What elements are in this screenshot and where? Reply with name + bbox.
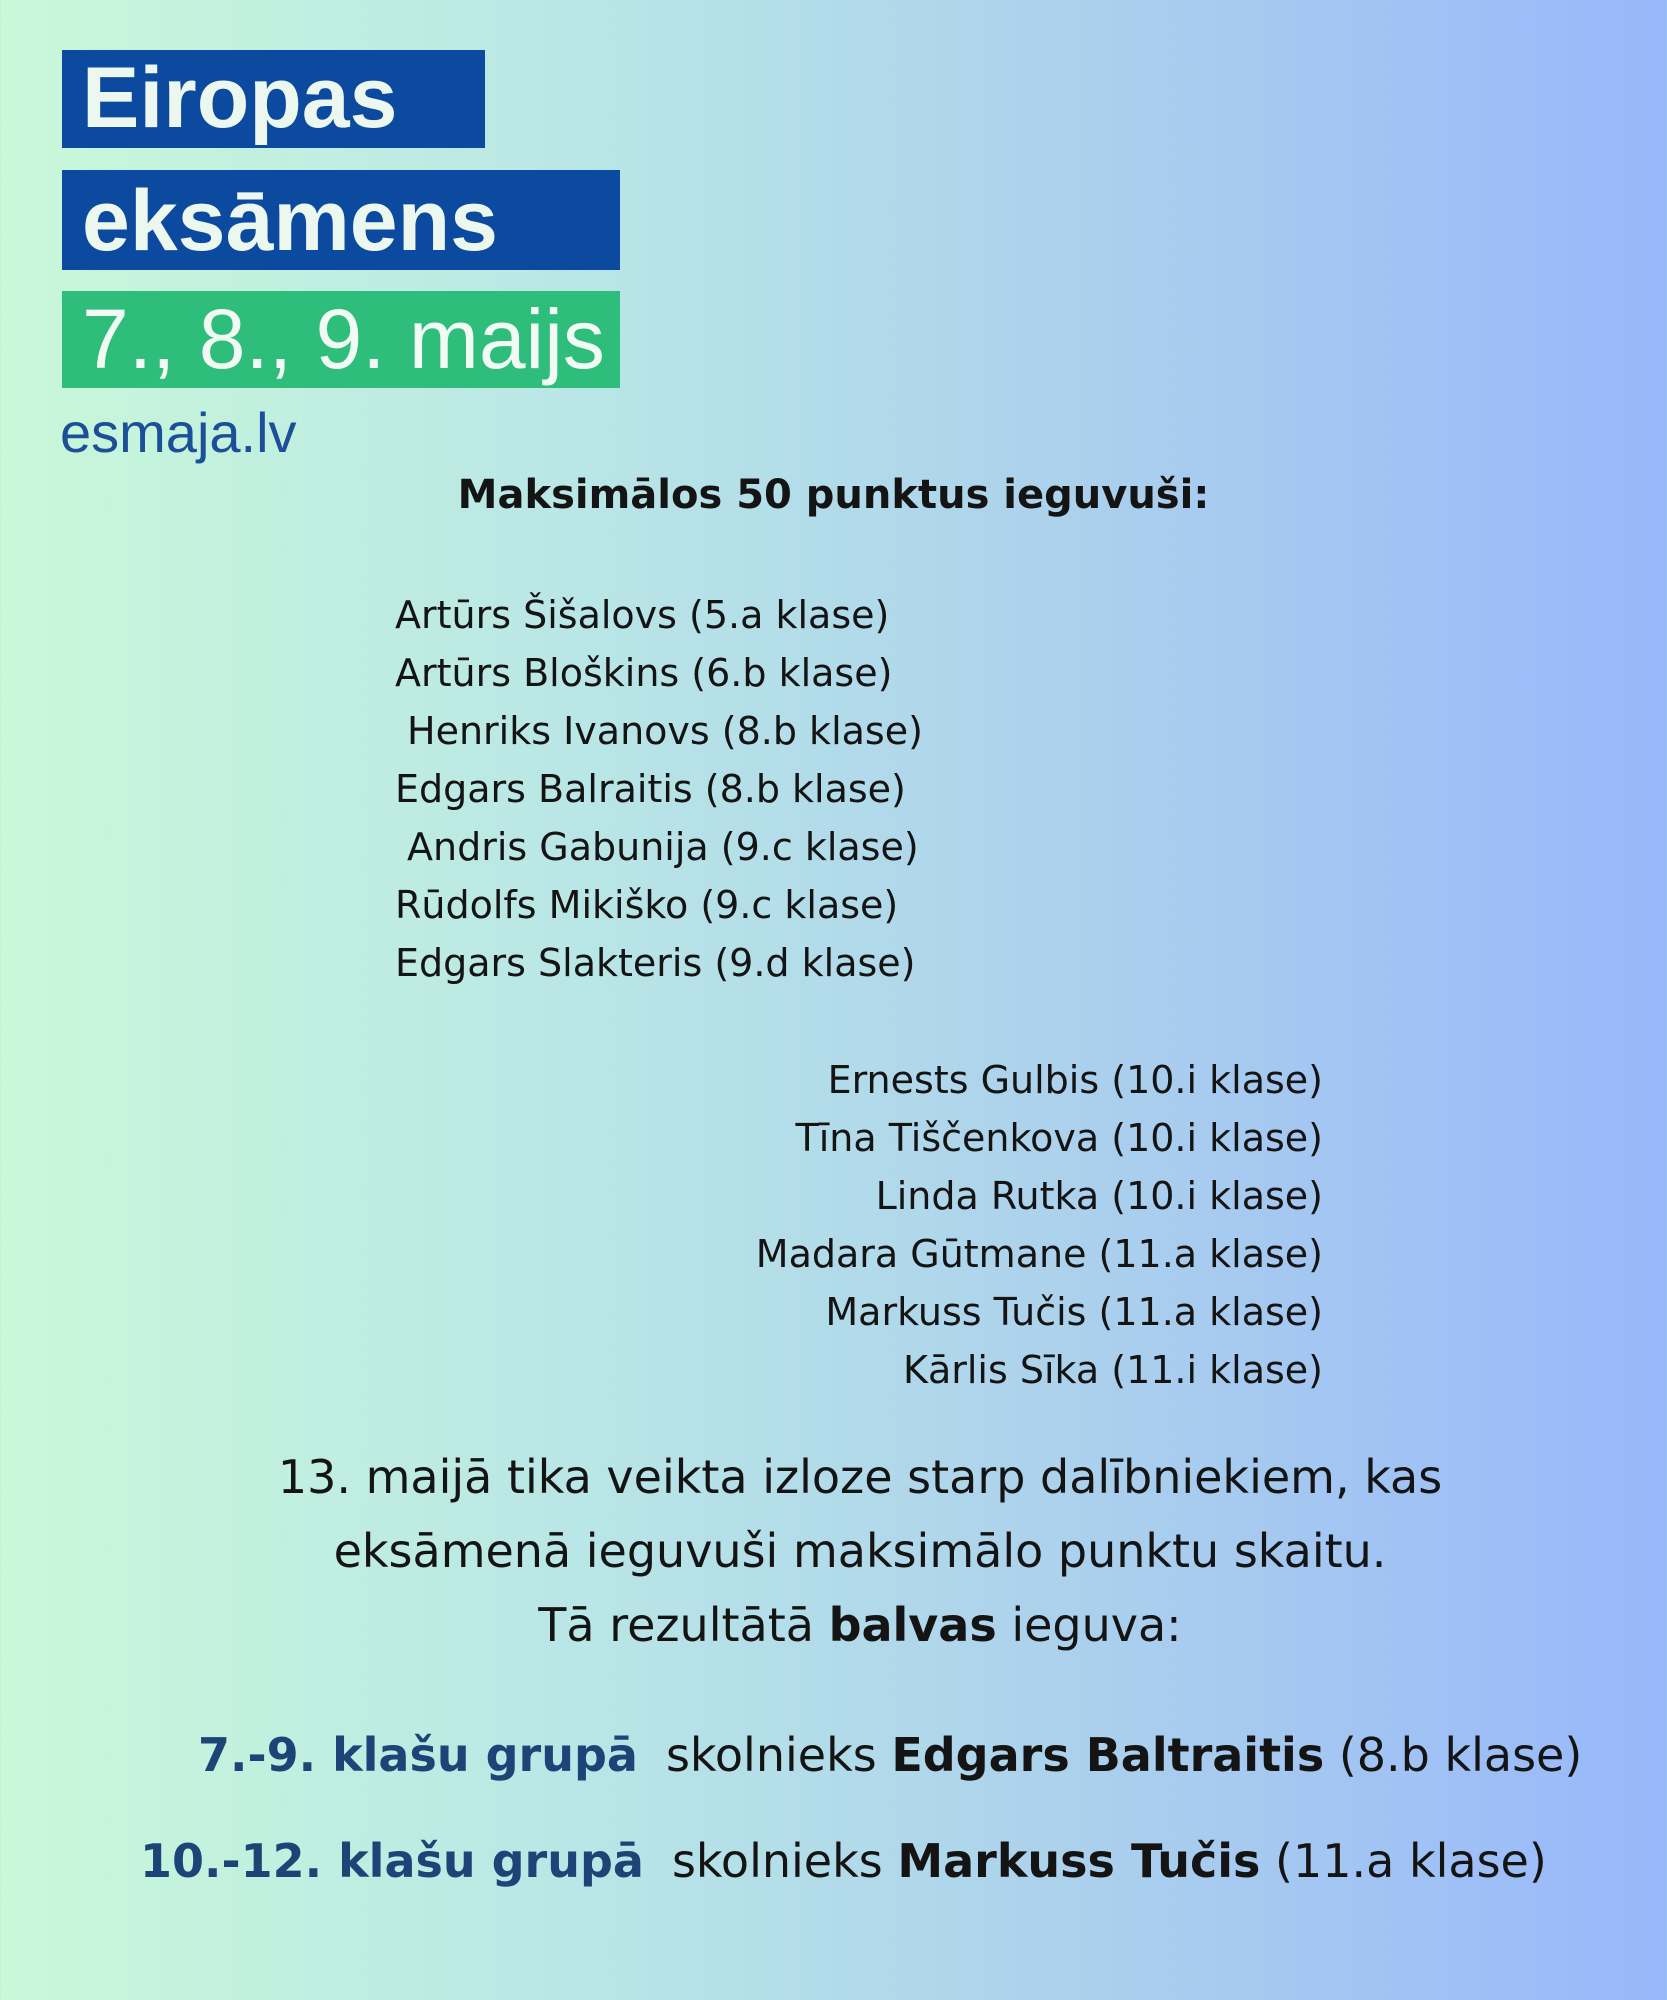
paragraph-line	[0, 1588, 1667, 1662]
winner-row: Tīna Tiščenkova (10.i klase)	[795, 1116, 1323, 1160]
winner-row: Henriks Ivanovs (8.b klase)	[407, 709, 923, 753]
site-link[interactable]: esmaja.lv	[60, 401, 297, 464]
winner-row: Kārlis Sīka (11.i klase)	[903, 1348, 1323, 1392]
paragraph-line: eksāmenā ieguvuši maksimālo punktu skaitu.	[333, 1524, 1387, 1578]
prize-winner-name: Markuss Tučis	[897, 1834, 1261, 1888]
logo-line3: 7., 8., 9. maijs	[82, 292, 605, 386]
winner-row: Madara Gūtmane (11.a klase)	[755, 1232, 1323, 1276]
prize-row	[198, 1728, 1582, 1782]
winner-row: Edgars Balraitis (8.b klase)	[395, 767, 906, 811]
logo-dates	[62, 291, 620, 388]
paragraph-text: Tā rezultātā	[538, 1598, 829, 1652]
prize-class: (8.b klase)	[1324, 1728, 1583, 1782]
prize-winner-name: Edgars Baltraitis	[891, 1728, 1325, 1782]
logo-eiropas	[62, 50, 485, 148]
winners-group-b	[540, 1051, 1323, 1399]
prize-group-label: 7.-9. klašu grupā	[198, 1728, 638, 1782]
winner-row: Markuss Tučis (11.a klase)	[825, 1290, 1323, 1334]
prize-role: skolnieks	[671, 1834, 898, 1888]
paragraph-bold: balvas	[828, 1598, 997, 1652]
logo-line2: eksāmens	[82, 173, 498, 269]
winners-group-a	[395, 586, 995, 992]
winner-row: Andris Gabunija (9.c klase)	[407, 825, 919, 869]
winner-row: Artūrs Bloškins (6.b klase)	[395, 651, 893, 695]
prize-role: skolnieks	[665, 1728, 892, 1782]
winner-row: Linda Rutka (10.i klase)	[875, 1174, 1323, 1218]
logo-line1: Eiropas	[82, 50, 398, 146]
winner-row: Artūrs Šišalovs (5.a klase)	[395, 593, 890, 637]
winner-row: Rūdolfs Mikiško (9.c klase)	[395, 883, 899, 927]
lottery-paragraph	[0, 1440, 1667, 1662]
winner-row: Ernests Gulbis (10.i klase)	[827, 1058, 1323, 1102]
prize-row	[140, 1834, 1547, 1888]
logo-eksamens	[62, 170, 620, 270]
paragraph-text: ieguva:	[996, 1598, 1182, 1652]
page-heading: Maksimālos 50 punktus ieguvuši:	[457, 472, 1210, 518]
prize-class: (11.a klase)	[1260, 1834, 1547, 1888]
paragraph-line: 13. maijā tika veikta izloze starp dalībniekiem, kas	[277, 1450, 1443, 1504]
winner-row: Edgars Slakteris (9.d klase)	[395, 941, 916, 985]
prize-group-label: 10.-12. klašu grupā	[140, 1834, 644, 1888]
